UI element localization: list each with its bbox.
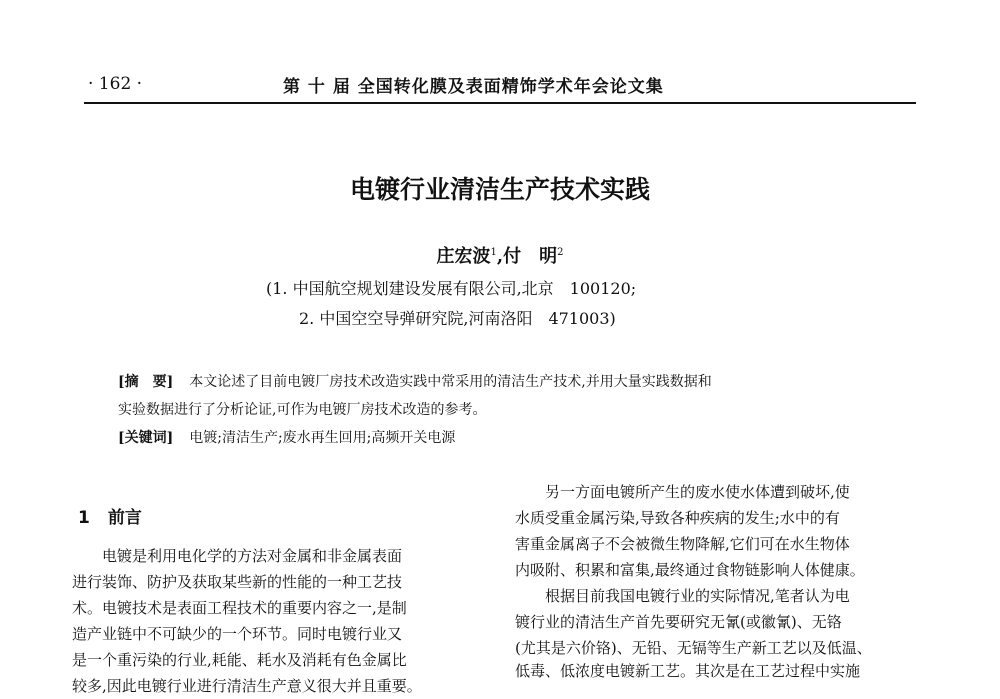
paper-title: 电镀行业清洁生产技术实践 — [349, 175, 650, 204]
author-name: 庄宏波 — [436, 246, 491, 267]
keywords-line — [118, 427, 455, 447]
affiliation-2: 2. 中国空空导弹研究院,河南洛阳 471003) — [299, 309, 616, 328]
running-header-title: 第 十 届 全国转化膜及表面精饰学术年会论文集 — [283, 77, 664, 97]
body-text-line: (尤其是六价铬)、无铅、无镉等生产新工艺以及低温、 — [515, 639, 872, 657]
body-text-line: 造产业链中不可缺少的一个环节。同时电镀行业又 — [72, 625, 403, 643]
author-affiliation-mark: 2 — [557, 247, 564, 258]
author-name: 付 明 — [503, 246, 558, 267]
body-text-line: 镀行业的清洁生产首先要研究无氰(或徽氰)、无铬 — [515, 613, 842, 631]
body-text-line: 低毒、低浓度电镀新工艺。其次是在工艺过程中实施 — [515, 662, 861, 680]
section-number: 1 — [78, 508, 90, 528]
body-text-line: 内吸附、积累和富集,最终通过食物链影响人体健康。 — [515, 561, 865, 579]
abstract-line — [118, 371, 712, 391]
abstract-label: [摘 要] — [118, 374, 174, 390]
body-text-line: 另一方面电镀所产生的废水使水体遭到破坏,使 — [515, 483, 850, 501]
body-text-line: 术。电镀技术是表面工程技术的重要内容之一,是制 — [72, 599, 407, 617]
body-text-line: 根据目前我国电镀行业的实际情况,笔者认为电 — [515, 587, 850, 605]
body-text-line: 害重金属离子不会被微生物降解,它们可在水生物体 — [515, 535, 850, 553]
body-text-line: 进行装饰、防护及获取某些新的性能的一种工艺技 — [72, 573, 403, 591]
keywords-label: [关键词] — [118, 430, 174, 446]
body-text-line: 较多,因此电镀行业进行清洁生产意义很大并且重要。 — [72, 677, 422, 695]
section-heading — [78, 503, 142, 528]
abstract-line: 实验数据进行了分析论证,可作为电镀厂房技术改造的参考。 — [118, 402, 487, 418]
author-separator: , — [496, 246, 504, 267]
header-rule — [84, 102, 916, 104]
section-title: 前言 — [107, 508, 142, 528]
body-text-line: 电镀是利用电化学的方法对金属和非金属表面 — [72, 547, 403, 565]
author-list — [0, 242, 1000, 268]
body-text-line: 是一个重污染的行业,耗能、耗水及消耗有色金属比 — [72, 651, 407, 669]
body-text-line: 水质受重金属污染,导致各种疾病的发生;水中的有 — [515, 509, 840, 527]
author-affiliation-mark: 1 — [490, 247, 497, 258]
abstract-text: 本文论述了目前电镀厂房技术改造实践中常采用的清洁生产技术,并用大量实践数据和 — [189, 374, 712, 390]
affiliation-1: (1. 中国航空规划建设发展有限公司,北京 100120; — [266, 279, 637, 298]
keywords-text: 电镀;清洁生产;废水再生回用;高频开关电源 — [189, 430, 456, 446]
page-number: · 162 · — [88, 74, 143, 94]
